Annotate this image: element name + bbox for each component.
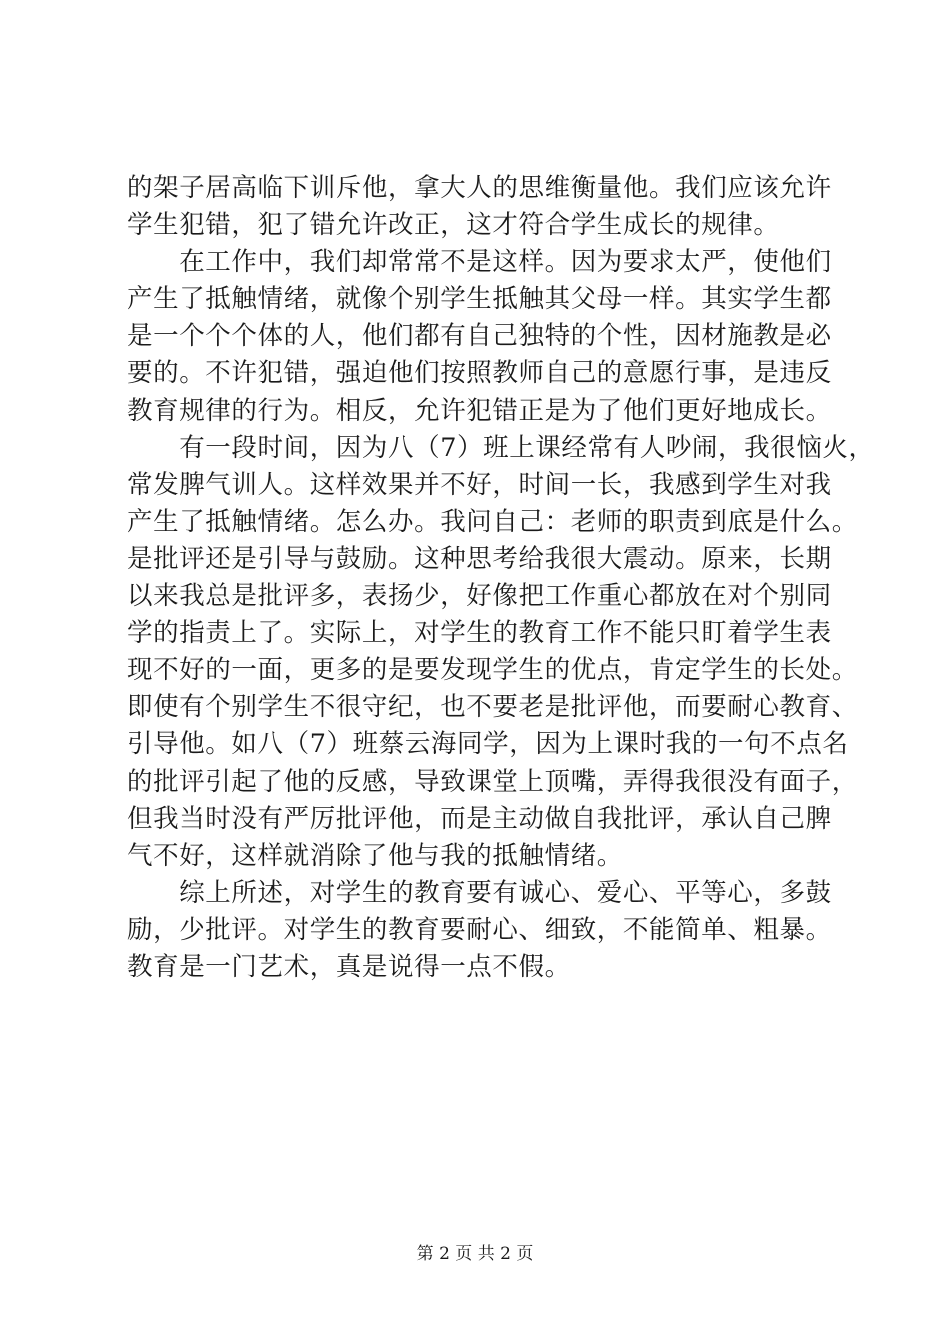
- text-line: 在工作中，我们却常常不是这样。因为要求太严，使他们: [127, 247, 832, 278]
- text-line: 学生犯错，犯了错允许改正，这才符合学生成长的规律。: [127, 210, 780, 241]
- text-line: 要的。不许犯错，强迫他们按照教师自己的意愿行事，是违反: [127, 358, 832, 389]
- text-line: 常发脾气训人。这样效果并不好，时间一长，我感到学生对我: [127, 469, 832, 500]
- text-line: 引导他。如八（7）班蔡云海同学，因为上课时我的一句不点名: [127, 729, 849, 760]
- text-line: 以来我总是批评多，表扬少，好像把工作重心都放在对个别同: [127, 581, 832, 612]
- text-line: 但我当时没有严厉批评他，而是主动做自我批评，承认自己脾: [127, 803, 832, 834]
- text-line: 是一个个个体的人，他们都有自己独特的个性，因材施教是必: [127, 321, 832, 352]
- text-line: 产生了抵触情绪。怎么办。我问自己：老师的职责到底是什么。: [127, 506, 858, 537]
- text-line: 励，少批评。对学生的教育要耐心、细致，不能简单、粗暴。: [127, 914, 832, 945]
- text-line: 是批评还是引导与鼓励。这种思考给我很大震动。原来，长期: [127, 543, 832, 574]
- document-body: [127, 170, 875, 986]
- text-line: 教育规律的行为。相反，允许犯错正是为了他们更好地成长。: [127, 395, 832, 426]
- text-line: 即使有个别学生不很守纪，也不要老是批评他，而要耐心教育、: [127, 692, 858, 723]
- page-number-footer: 第 2 页 共 2 页: [416, 1244, 534, 1264]
- text-line: 综上所述，对学生的教育要有诚心、爱心、平等心，多鼓: [127, 877, 832, 908]
- text-line: 现不好的一面，更多的是要发现学生的优点，肯定学生的长处。: [127, 655, 858, 686]
- text-line: 气不好，这样就消除了他与我的抵触情绪。: [127, 840, 623, 871]
- text-line: 的架子居高临下训斥他，拿大人的思维衡量他。我们应该允许: [127, 173, 832, 203]
- text-line: 产生了抵触情绪，就像个别学生抵触其父母一样。其实学生都: [127, 284, 832, 315]
- text-line: 的批评引起了他的反感，导致课堂上顶嘴，弄得我很没有面子，: [127, 766, 858, 797]
- text-line: 教育是一门艺术，真是说得一点不假。: [127, 951, 571, 982]
- text-line: 有一段时间，因为八（7）班上课经常有人吵闹，我很恼火，: [127, 432, 875, 463]
- text-line: 学的指责上了。实际上，对学生的教育工作不能只盯着学生表: [127, 618, 832, 649]
